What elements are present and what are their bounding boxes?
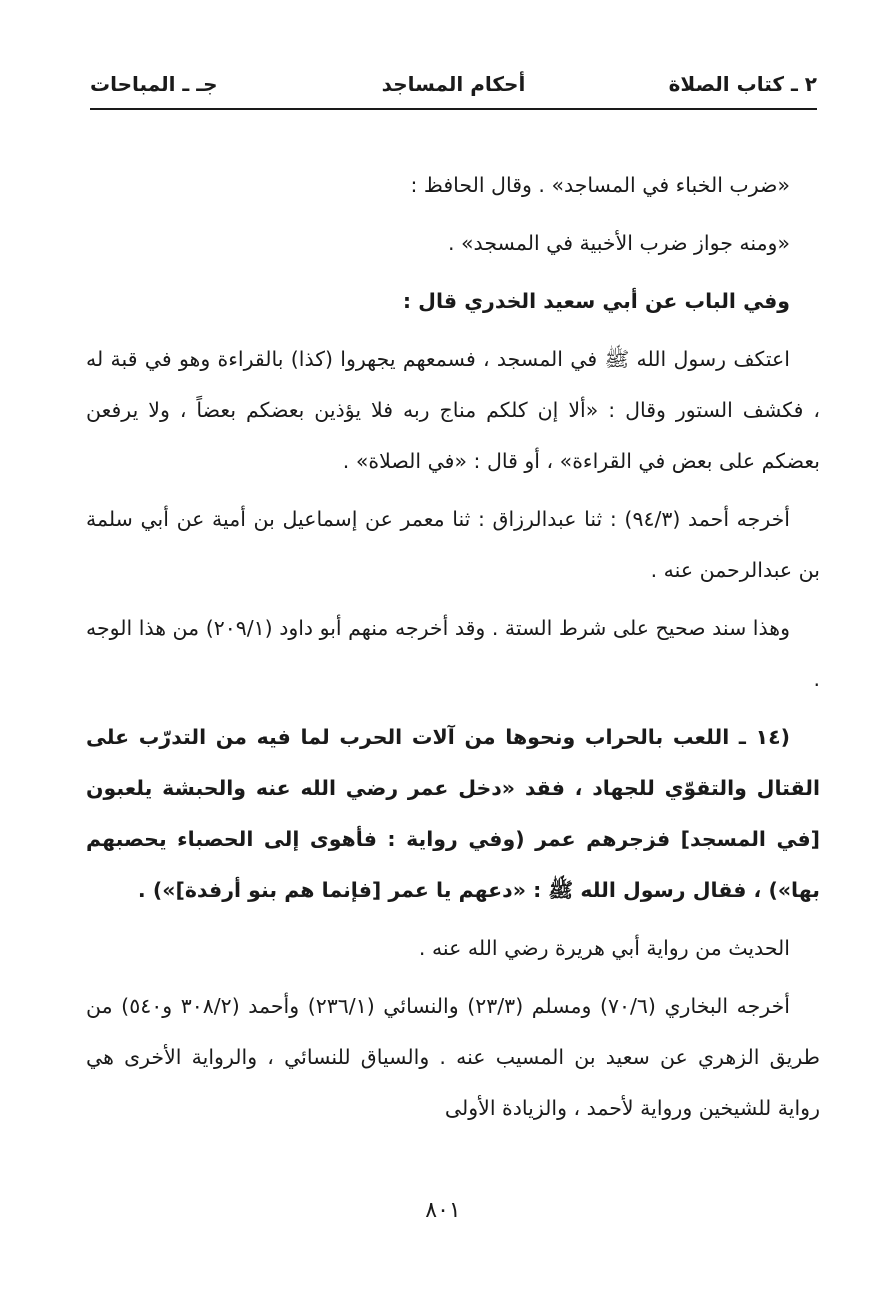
header-section-title: جـ ـ المباحات	[90, 72, 218, 96]
paragraph-quote-1: «ضرب الخباء في المساجد» . وقال الحافظ :	[410, 173, 790, 197]
paragraph-takhrij-bukhari: أخرجه البخاري (٧٠/٦) ومسلم (٢٣/٣) والنسائي (٢٣٦/١) وأحمد (٣٠٨/٢ و٥٤٠) من طريق الزهري عن سعيد بن المسيب عنه . والسياق للنسائي ، والرواية الأخرى هي رواية للشيخين ورواية لأحمد ، والزيادة الأولى	[86, 994, 820, 1120]
paragraph-quote-2: «ومنه جواز ضرب الأخبية في المسجد» .	[447, 231, 790, 255]
paragraph-narrator: الحديث من رواية أبي هريرة رضي الله عنه .	[418, 936, 790, 960]
running-header	[90, 66, 817, 110]
paragraph-heading-abu-said: وفي الباب عن أبي سعيد الخدري قال :	[402, 289, 790, 313]
paragraph-item-14: (١٤ ـ اللعب بالحراب ونحوها من آلات الحرب لما فيه من التدرّب على القتال والتقوّي للجهاد ، فقد «دخل عمر رضي الله عنه والحبشة يلعبون [في المسجد] فزجرهم عمر (وفي رواية : فأهوى إلى الحصباء يحصبهم بها») ، فقال رسول الله ﷺ : «دعهم يا عمر [فإنما هم بنو أرفدة]») .	[86, 725, 820, 902]
header-divider	[90, 108, 817, 110]
paragraph-takhrij-ahmad: أخرجه أحمد (٩٤/٣) : ثنا عبدالرزاق : ثنا معمر عن إسماعيل بن أمية عن أبي سلمة بن عبدالرحمن عنه .	[86, 507, 820, 582]
paragraph-isnad-note: وهذا سند صحيح على شرط الستة . وقد أخرجه منهم أبو داود (٢٠٩/١) من هذا الوجه .	[86, 616, 820, 691]
header-chapter-title: أحكام المساجد	[381, 72, 526, 96]
page-body	[86, 160, 820, 1141]
paragraph-hadith-itikaf: اعتكف رسول الله ﷺ في المسجد ، فسمعهم يجهروا (كذا) بالقراءة وهو في قبة له ، فكشف الستور وقال : «ألا إن كلكم مناج ربه فلا يؤذين بعضكم بعضاً ، ولا يرفعن بعضكم على بعض في القراءة» ، أو قال : «في الصلاة» .	[86, 347, 820, 473]
header-book-title: ٢ ـ كتاب الصلاة	[668, 72, 817, 96]
page-number: ٨٠١	[425, 1198, 461, 1223]
